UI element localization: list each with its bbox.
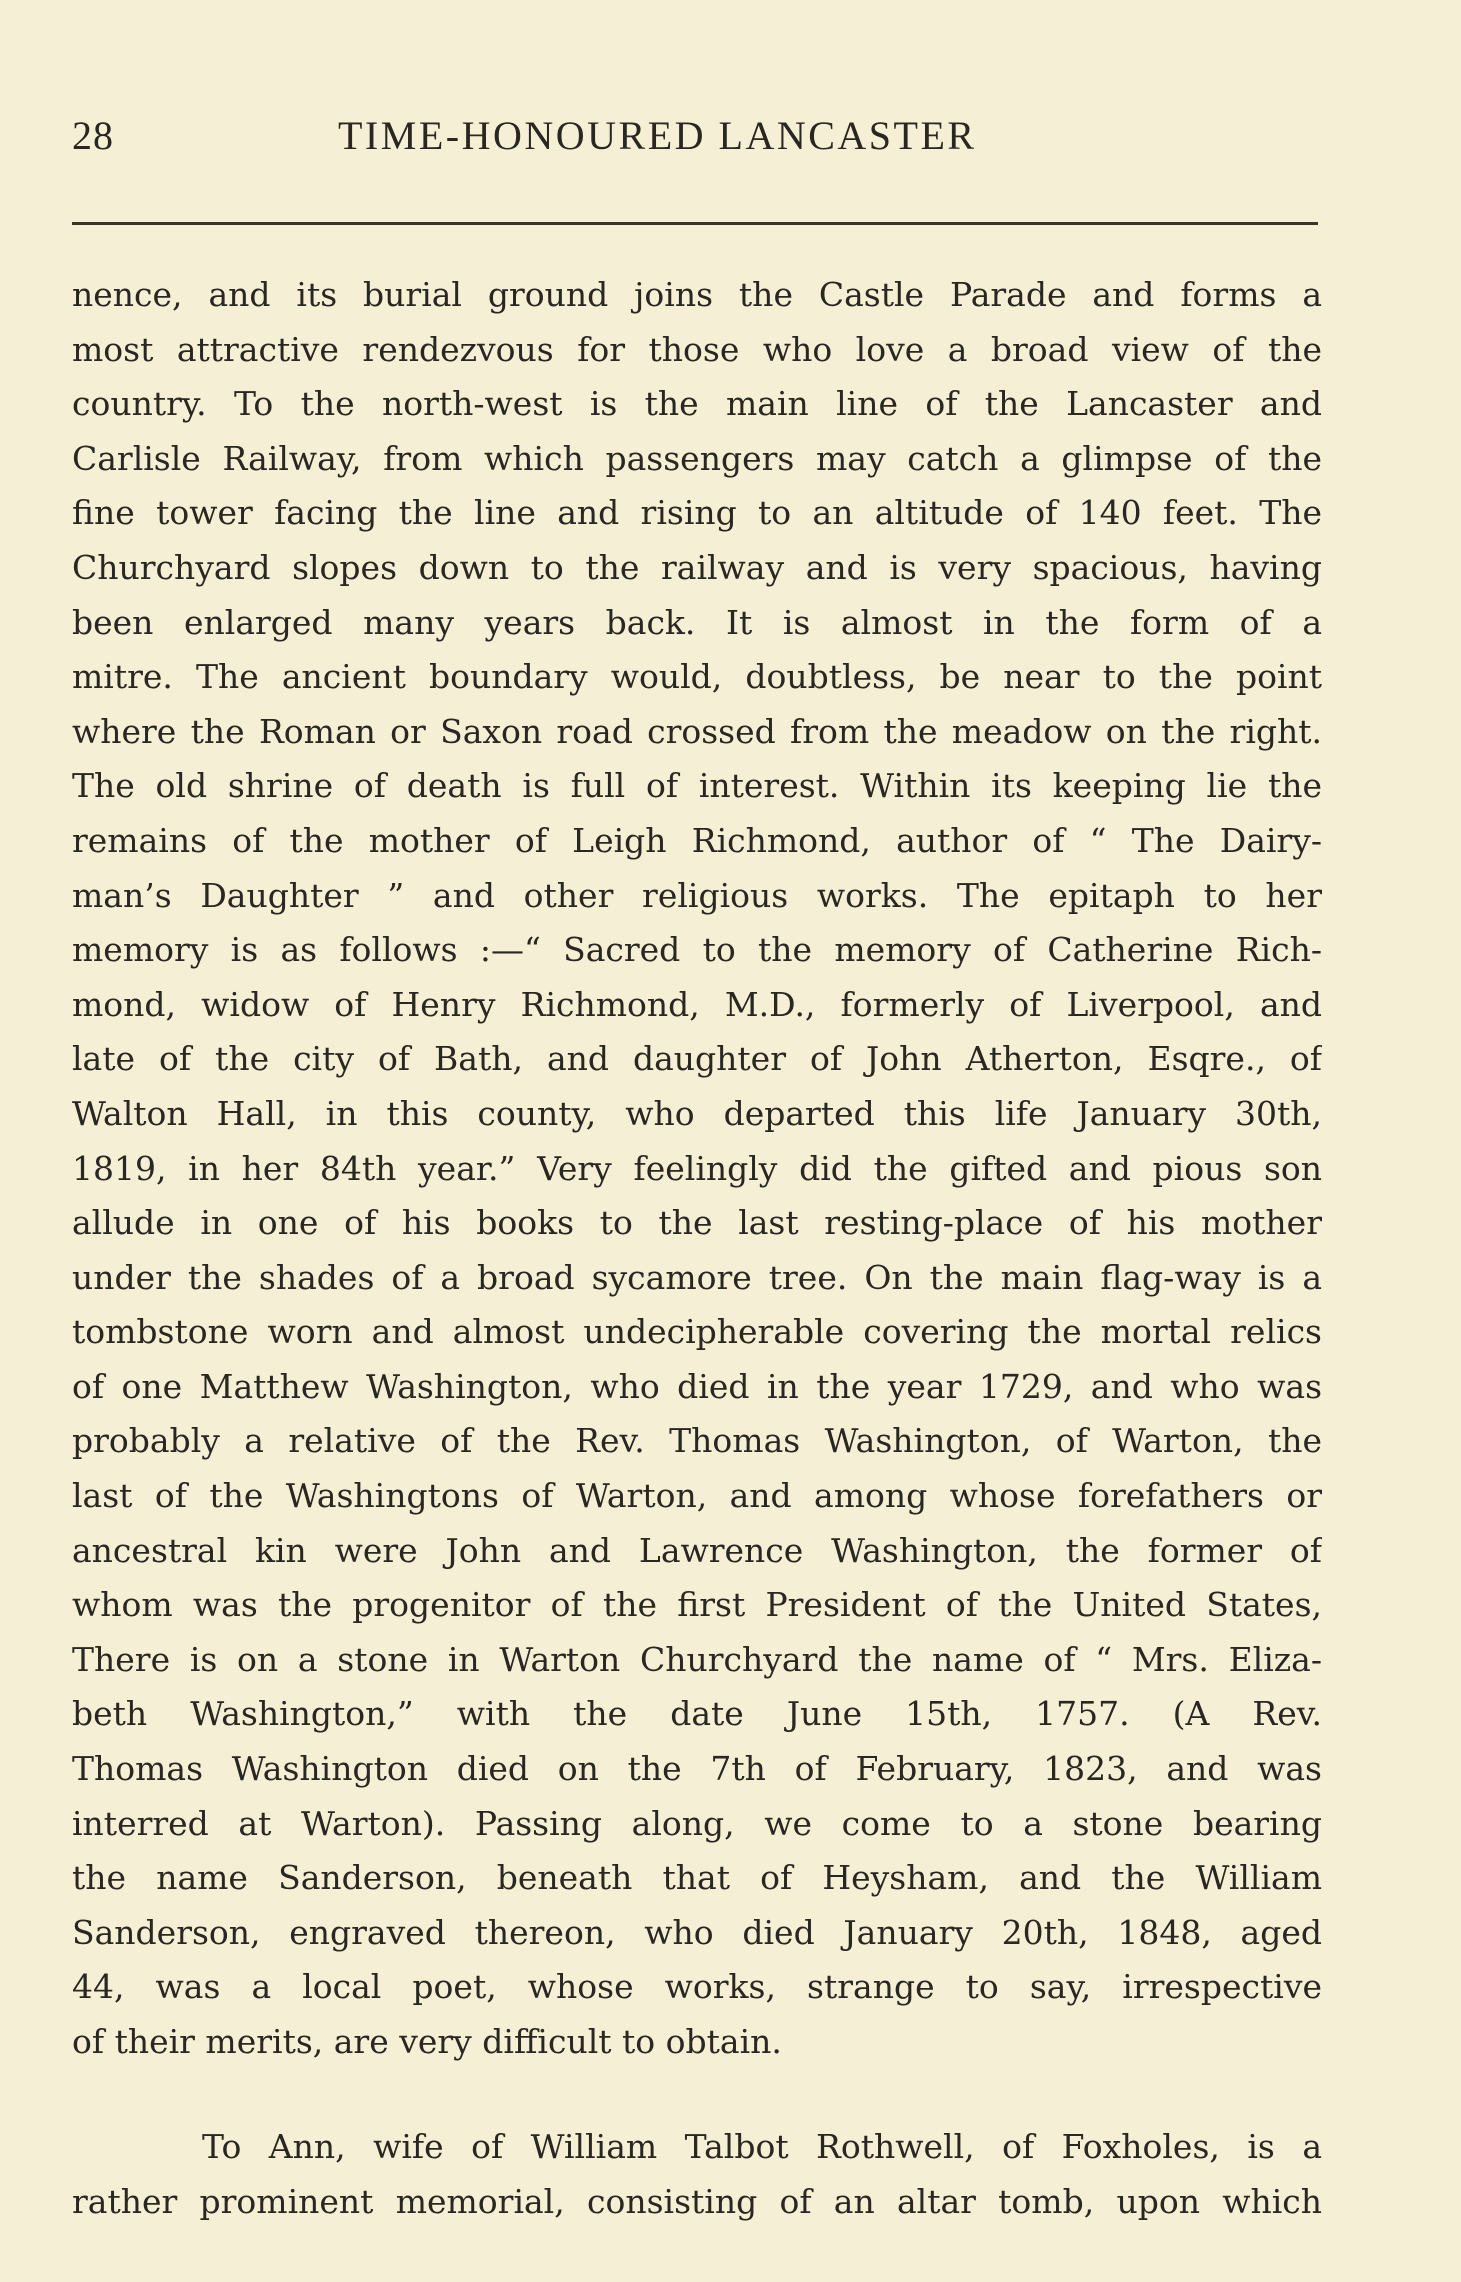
text-line: remains of the mother of Leigh Richmond, author of “ The Dairy- [72,820,1322,860]
text-line: late of the city of Bath, and daughter of John Atherton, Esqre., of [72,1039,1322,1079]
text-line: Sanderson, engraved thereon, who died January 20th, 1848, aged [72,1912,1322,1952]
text-line: whom was the progenitor of the first President of the United States, [72,1585,1322,1625]
text-line: interred at Warton). Passing along, we come to a stone bearing [72,1803,1322,1843]
paragraph-1 [72,268,1322,2070]
text-line: To Ann, wife of William Talbot Rothwell, of Foxholes, is a [202,2127,1322,2166]
text-line: been enlarged many years back. It is almost in the form of a [72,602,1322,642]
paragraph-2 [72,2120,1322,2229]
text-line: country. To the north-west is the main line of the Lancaster and [72,384,1322,424]
text-line: 44, was a local poet, whose works, strange to say, irrespective [72,1967,1322,2007]
text-line: nence, and its burial ground joins the Castle Parade and forms a [72,275,1322,314]
text-line: Churchyard slopes down to the railway and is very spacious, having [72,547,1322,587]
text-line: Thomas Washington died on the 7th of February, 1823, and was [72,1749,1322,1789]
text-line: There is on a stone in Warton Churchyard the name of “ Mrs. Eliza- [72,1639,1322,1679]
text-line: probably a relative of the Rev. Thomas Washington, of Warton, the [72,1421,1322,1461]
text-line: beth Washington,” with the date June 15th, 1757. (A Rev. [72,1694,1322,1734]
text-line: of one Matthew Washington, who died in the year 1729, and who was [72,1366,1322,1406]
text-line: man’s Daughter ” and other religious works. The epitaph to her [72,875,1322,915]
text-line: Walton Hall, in this county, who departed this life January 30th, [72,1093,1322,1133]
running-head [72,112,1322,172]
running-title: TIME-HONOURED LANCASTER [338,113,977,158]
text-line: mitre. The ancient boundary would, doubtless, be near to the point [72,657,1322,697]
text-line: Carlisle Railway, from which passengers may catch a glimpse of the [72,438,1322,478]
header-rule [72,222,1318,225]
text-line: the name Sanderson, beneath that of Heysham, and the William [72,1858,1322,1898]
text-line: 1819, in her 84th year.” Very feelingly did the gifted and pious son [72,1148,1322,1188]
text-line: mond, widow of Henry Richmond, M.D., formerly of Liverpool, and [72,984,1322,1024]
text-line: most attractive rendezvous for those who love a broad view of the [72,329,1322,369]
text-line: last of the Washingtons of Warton, and among whose forefathers or [72,1476,1322,1516]
text-line: of their merits, are very difficult to obtain. [72,2022,782,2061]
text-line: rather prominent memorial, consisting of an altar tomb, upon which [72,2181,1322,2221]
text-line: fine tower facing the line and rising to an altitude of 140 feet. The [72,493,1322,533]
text-line: allude in one of his books to the last resting-place of his mother [72,1203,1322,1243]
text-line: tombstone worn and almost undecipherable covering the mortal relics [72,1312,1322,1352]
text-line: under the shades of a broad sycamore tree. On the main flag-way is a [72,1257,1322,1297]
text-line: where the Roman or Saxon road crossed from the meadow on the right. [72,711,1322,751]
page-number: 28 [72,113,114,158]
text-line: ancestral kin were John and Lawrence Washington, the former of [72,1530,1322,1570]
text-line: memory is as follows :—“ Sacred to the memory of Catherine Rich- [72,930,1322,970]
text-line: The old shrine of death is full of interest. Within its keeping lie the [72,766,1322,806]
